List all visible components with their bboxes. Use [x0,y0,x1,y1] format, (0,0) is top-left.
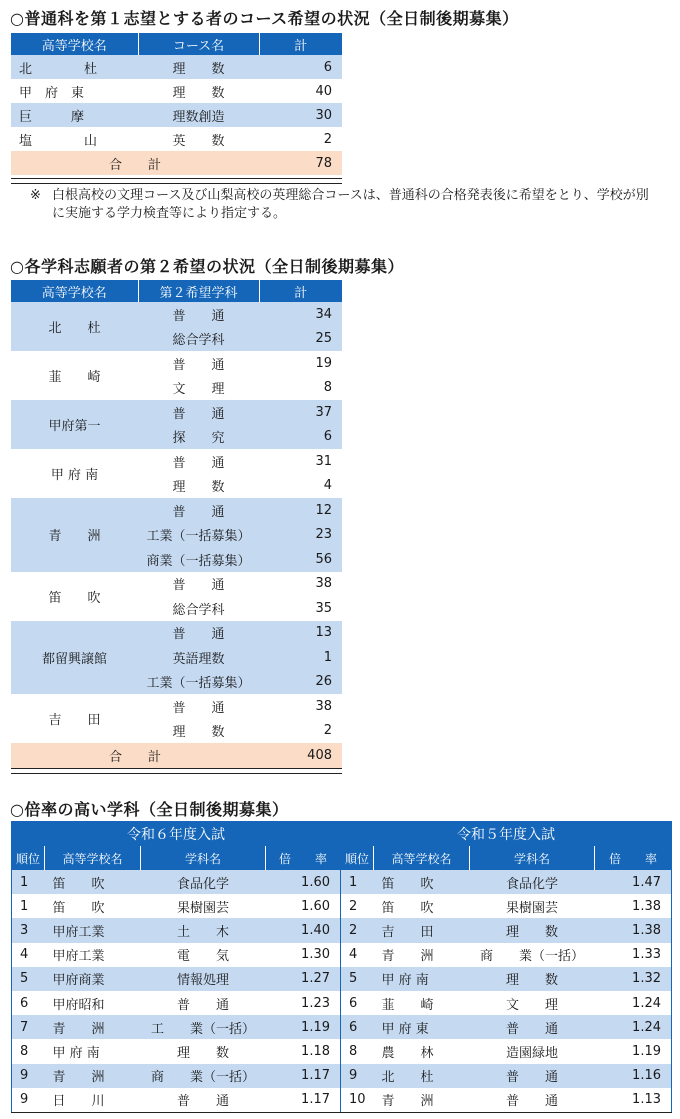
count: 35 [259,596,342,621]
course-preference-table [11,33,342,175]
count: 38 [259,694,342,719]
r6-dept-name: 理 数 [141,1039,266,1063]
r5-ratio: 1.19 [595,1039,672,1063]
course-name: 理数創造 [138,103,259,127]
r5-dept-name: 普 通 [470,1015,595,1039]
table-row [12,1088,672,1113]
r5-dept-name: 果樹園芸 [470,894,595,918]
r6-dept-name: 工 業（一括） [141,1015,266,1039]
count: 56 [259,547,342,572]
header-count: 計 [259,280,342,302]
r6-rank: 5 [12,967,45,991]
count: 30 [259,103,342,127]
r5-dept-name: 普 通 [470,1088,595,1113]
dept-name: 普 通 [138,351,259,376]
table-row [11,302,342,327]
total-row [11,151,342,175]
school-name: 甲 府 南 [11,449,138,498]
school-name: 北 杜 [11,302,138,351]
note-mark: ※ [30,188,41,203]
r6-ratio: 1.19 [266,1015,341,1039]
dept-name: 普 通 [138,449,259,474]
r6-rank: 9 [12,1088,45,1113]
school-name: 甲 府 東 [11,79,138,103]
count: 8 [259,376,342,401]
r5-dept-name: 商 業（一括） [470,943,595,967]
r5-dept-name: 文 理 [470,991,595,1015]
r5-rank: 6 [341,1015,374,1039]
table-row [11,103,342,127]
r5-ratio: 1.38 [595,894,672,918]
school-name: 北 杜 [11,55,138,79]
dept-name: 探 究 [138,425,259,450]
r6-school-name: 甲府工業 [45,918,141,942]
r6-dept-name: 商 業（一括） [141,1064,266,1088]
r5-rank: 10 [341,1088,374,1113]
r6-ratio: 1.17 [266,1064,341,1088]
r5-rank: 8 [341,1039,374,1063]
r5-ratio: 1.47 [595,870,672,894]
note-text: 白根高校の文理コース及び山梨高校の英理総合コースは、普通科の合格発表後に希望をとり、学校が別に実施する学力検査等により指定する。 [52,188,649,221]
double-rule [11,768,342,774]
table-row [12,967,672,991]
total-label: 合 計 [11,151,259,175]
header-school: 高等学校名 [11,280,138,302]
table-row [11,79,342,103]
r6-school-name: 甲府商業 [45,967,141,991]
r5-school-name: 農 林 [374,1039,470,1063]
dept-name: 総合学科 [138,596,259,621]
r5-ratio: 1.13 [595,1088,672,1113]
school-name: 韮 崎 [11,351,138,400]
header-rank: 順位 [12,846,45,870]
header-dept: 第２希望学科 [138,280,259,302]
r6-ratio: 1.40 [266,918,341,942]
table-row [11,351,342,376]
header-ratio: 倍 率 [595,846,672,870]
header-rank: 順位 [341,846,374,870]
count: 2 [259,127,342,151]
school-name: 塩 山 [11,127,138,151]
r6-rank: 1 [12,870,45,894]
school-name: 都留興譲館 [11,621,138,695]
count: 4 [259,474,342,499]
table-row [11,449,342,474]
r5-ratio: 1.24 [595,991,672,1015]
r6-dept-name: 電 気 [141,943,266,967]
r6-school-name: 笛 吹 [45,894,141,918]
r6-rank: 8 [12,1039,45,1063]
header-course: コース名 [138,33,259,55]
r5-dept-name: 造園緑地 [470,1039,595,1063]
r6-ratio: 1.27 [266,967,341,991]
r6-rank: 1 [12,894,45,918]
count: 13 [259,621,342,646]
header-school: 高等学校名 [11,33,138,55]
dept-name: 普 通 [138,302,259,327]
r5-school-name: 北 杜 [374,1064,470,1088]
count: 6 [259,425,342,450]
r5-dept-name: 普 通 [470,1064,595,1088]
r6-dept-name: 土 木 [141,918,266,942]
table-row [12,918,672,942]
course-name: 英 数 [138,127,259,151]
count: 26 [259,670,342,695]
table-row [12,1015,672,1039]
count: 1 [259,645,342,670]
r6-dept-name: 情報処理 [141,967,266,991]
r5-ratio: 1.32 [595,967,672,991]
header-school: 高等学校名 [374,846,470,870]
r6-ratio: 1.60 [266,894,341,918]
school-name: 甲府第一 [11,400,138,449]
r5-school-name: 甲 府 南 [374,967,470,991]
count: 23 [259,523,342,548]
count: 12 [259,498,342,523]
table-row [12,1064,672,1088]
second-choice-table [11,280,342,768]
table-row [11,55,342,79]
header-ratio: 倍 率 [266,846,341,870]
r6-rank: 3 [12,918,45,942]
header-count: 計 [259,33,342,55]
dept-name: 工業（一括募集） [138,670,259,695]
count: 25 [259,327,342,352]
r6-ratio: 1.18 [266,1039,341,1063]
r5-school-name: 笛 吹 [374,870,470,894]
r6-school-name: 青 洲 [45,1015,141,1039]
dept-name: 普 通 [138,498,259,523]
r6-dept-name: 果樹園芸 [141,894,266,918]
course-name: 理 数 [138,55,259,79]
r5-ratio: 1.24 [595,1015,672,1039]
r6-school-name: 日 川 [45,1088,141,1113]
dept-name: 普 通 [138,621,259,646]
header-dept: 学科名 [141,846,266,870]
table-row [11,400,342,425]
r6-dept-name: 普 通 [141,1088,266,1113]
table-row [11,621,342,646]
total-count: 408 [259,743,342,768]
r6-dept-name: 食品化学 [141,870,266,894]
r5-rank: 9 [341,1064,374,1088]
table-row [11,572,342,597]
r5-rank: 1 [341,870,374,894]
r6-ratio: 1.30 [266,943,341,967]
r5-rank: 2 [341,918,374,942]
r6-school-name: 青 洲 [45,1064,141,1088]
count: 6 [259,55,342,79]
school-name: 笛 吹 [11,572,138,621]
r6-header: 令和６年度入試 [12,822,341,847]
table-row [11,127,342,151]
r5-school-name: 青 洲 [374,943,470,967]
r6-school-name: 笛 吹 [45,870,141,894]
r5-school-name: 笛 吹 [374,894,470,918]
r6-rank: 7 [12,1015,45,1039]
r6-ratio: 1.60 [266,870,341,894]
school-name: 吉 田 [11,694,138,743]
table-row [11,498,342,523]
r6-dept-name: 普 通 [141,991,266,1015]
r6-rank: 6 [12,991,45,1015]
r6-ratio: 1.23 [266,991,341,1015]
school-name: 巨 摩 [11,103,138,127]
dept-name: 普 通 [138,572,259,597]
r5-school-name: 韮 崎 [374,991,470,1015]
r6-rank: 9 [12,1064,45,1088]
course-name: 理 数 [138,79,259,103]
section3-title: ○倍率の高い学科（全日制後期募集） [10,800,289,819]
total-count: 78 [259,151,342,175]
total-row [11,743,342,768]
table-row [12,1039,672,1063]
count: 31 [259,449,342,474]
school-name: 青 洲 [11,498,138,572]
r5-rank: 5 [341,967,374,991]
count: 2 [259,719,342,744]
r6-school-name: 甲府工業 [45,943,141,967]
dept-name: 理 数 [138,719,259,744]
dept-name: 普 通 [138,694,259,719]
r5-rank: 2 [341,894,374,918]
r5-ratio: 1.33 [595,943,672,967]
section1-title: ○普通科を第１志望とする者のコース希望の状況（全日制後期募集） [10,9,519,28]
total-label: 合 計 [11,743,259,768]
table-row [11,694,342,719]
r5-school-name: 甲 府 東 [374,1015,470,1039]
r5-school-name: 青 洲 [374,1088,470,1113]
count: 37 [259,400,342,425]
r6-school-name: 甲府昭和 [45,991,141,1015]
r5-dept-name: 理 数 [470,967,595,991]
table-row [12,943,672,967]
r5-header: 令和５年度入試 [341,822,672,847]
high-ratio-table [11,821,672,1113]
dept-name: 理 数 [138,474,259,499]
header-school: 高等学校名 [45,846,141,870]
dept-name: 商業（一括募集） [138,547,259,572]
dept-name: 文 理 [138,376,259,401]
r5-rank: 6 [341,991,374,1015]
table-row [12,870,672,894]
header-dept: 学科名 [470,846,595,870]
r6-ratio: 1.17 [266,1088,341,1113]
dept-name: 工業（一括募集） [138,523,259,548]
r5-school-name: 吉 田 [374,918,470,942]
r5-ratio: 1.16 [595,1064,672,1088]
dept-name: 普 通 [138,400,259,425]
count: 40 [259,79,342,103]
r6-rank: 4 [12,943,45,967]
r5-rank: 4 [341,943,374,967]
dept-name: 英語理数 [138,645,259,670]
r6-school-name: 甲 府 南 [45,1039,141,1063]
table-row [12,991,672,1015]
double-rule [11,178,342,184]
count: 34 [259,302,342,327]
dept-name: 総合学科 [138,327,259,352]
r5-dept-name: 食品化学 [470,870,595,894]
r5-ratio: 1.38 [595,918,672,942]
footnote [30,187,660,223]
section2-title: ○各学科志願者の第２希望の状況（全日制後期募集） [10,257,404,276]
count: 19 [259,351,342,376]
count: 38 [259,572,342,597]
r5-dept-name: 理 数 [470,918,595,942]
table-row [12,894,672,918]
